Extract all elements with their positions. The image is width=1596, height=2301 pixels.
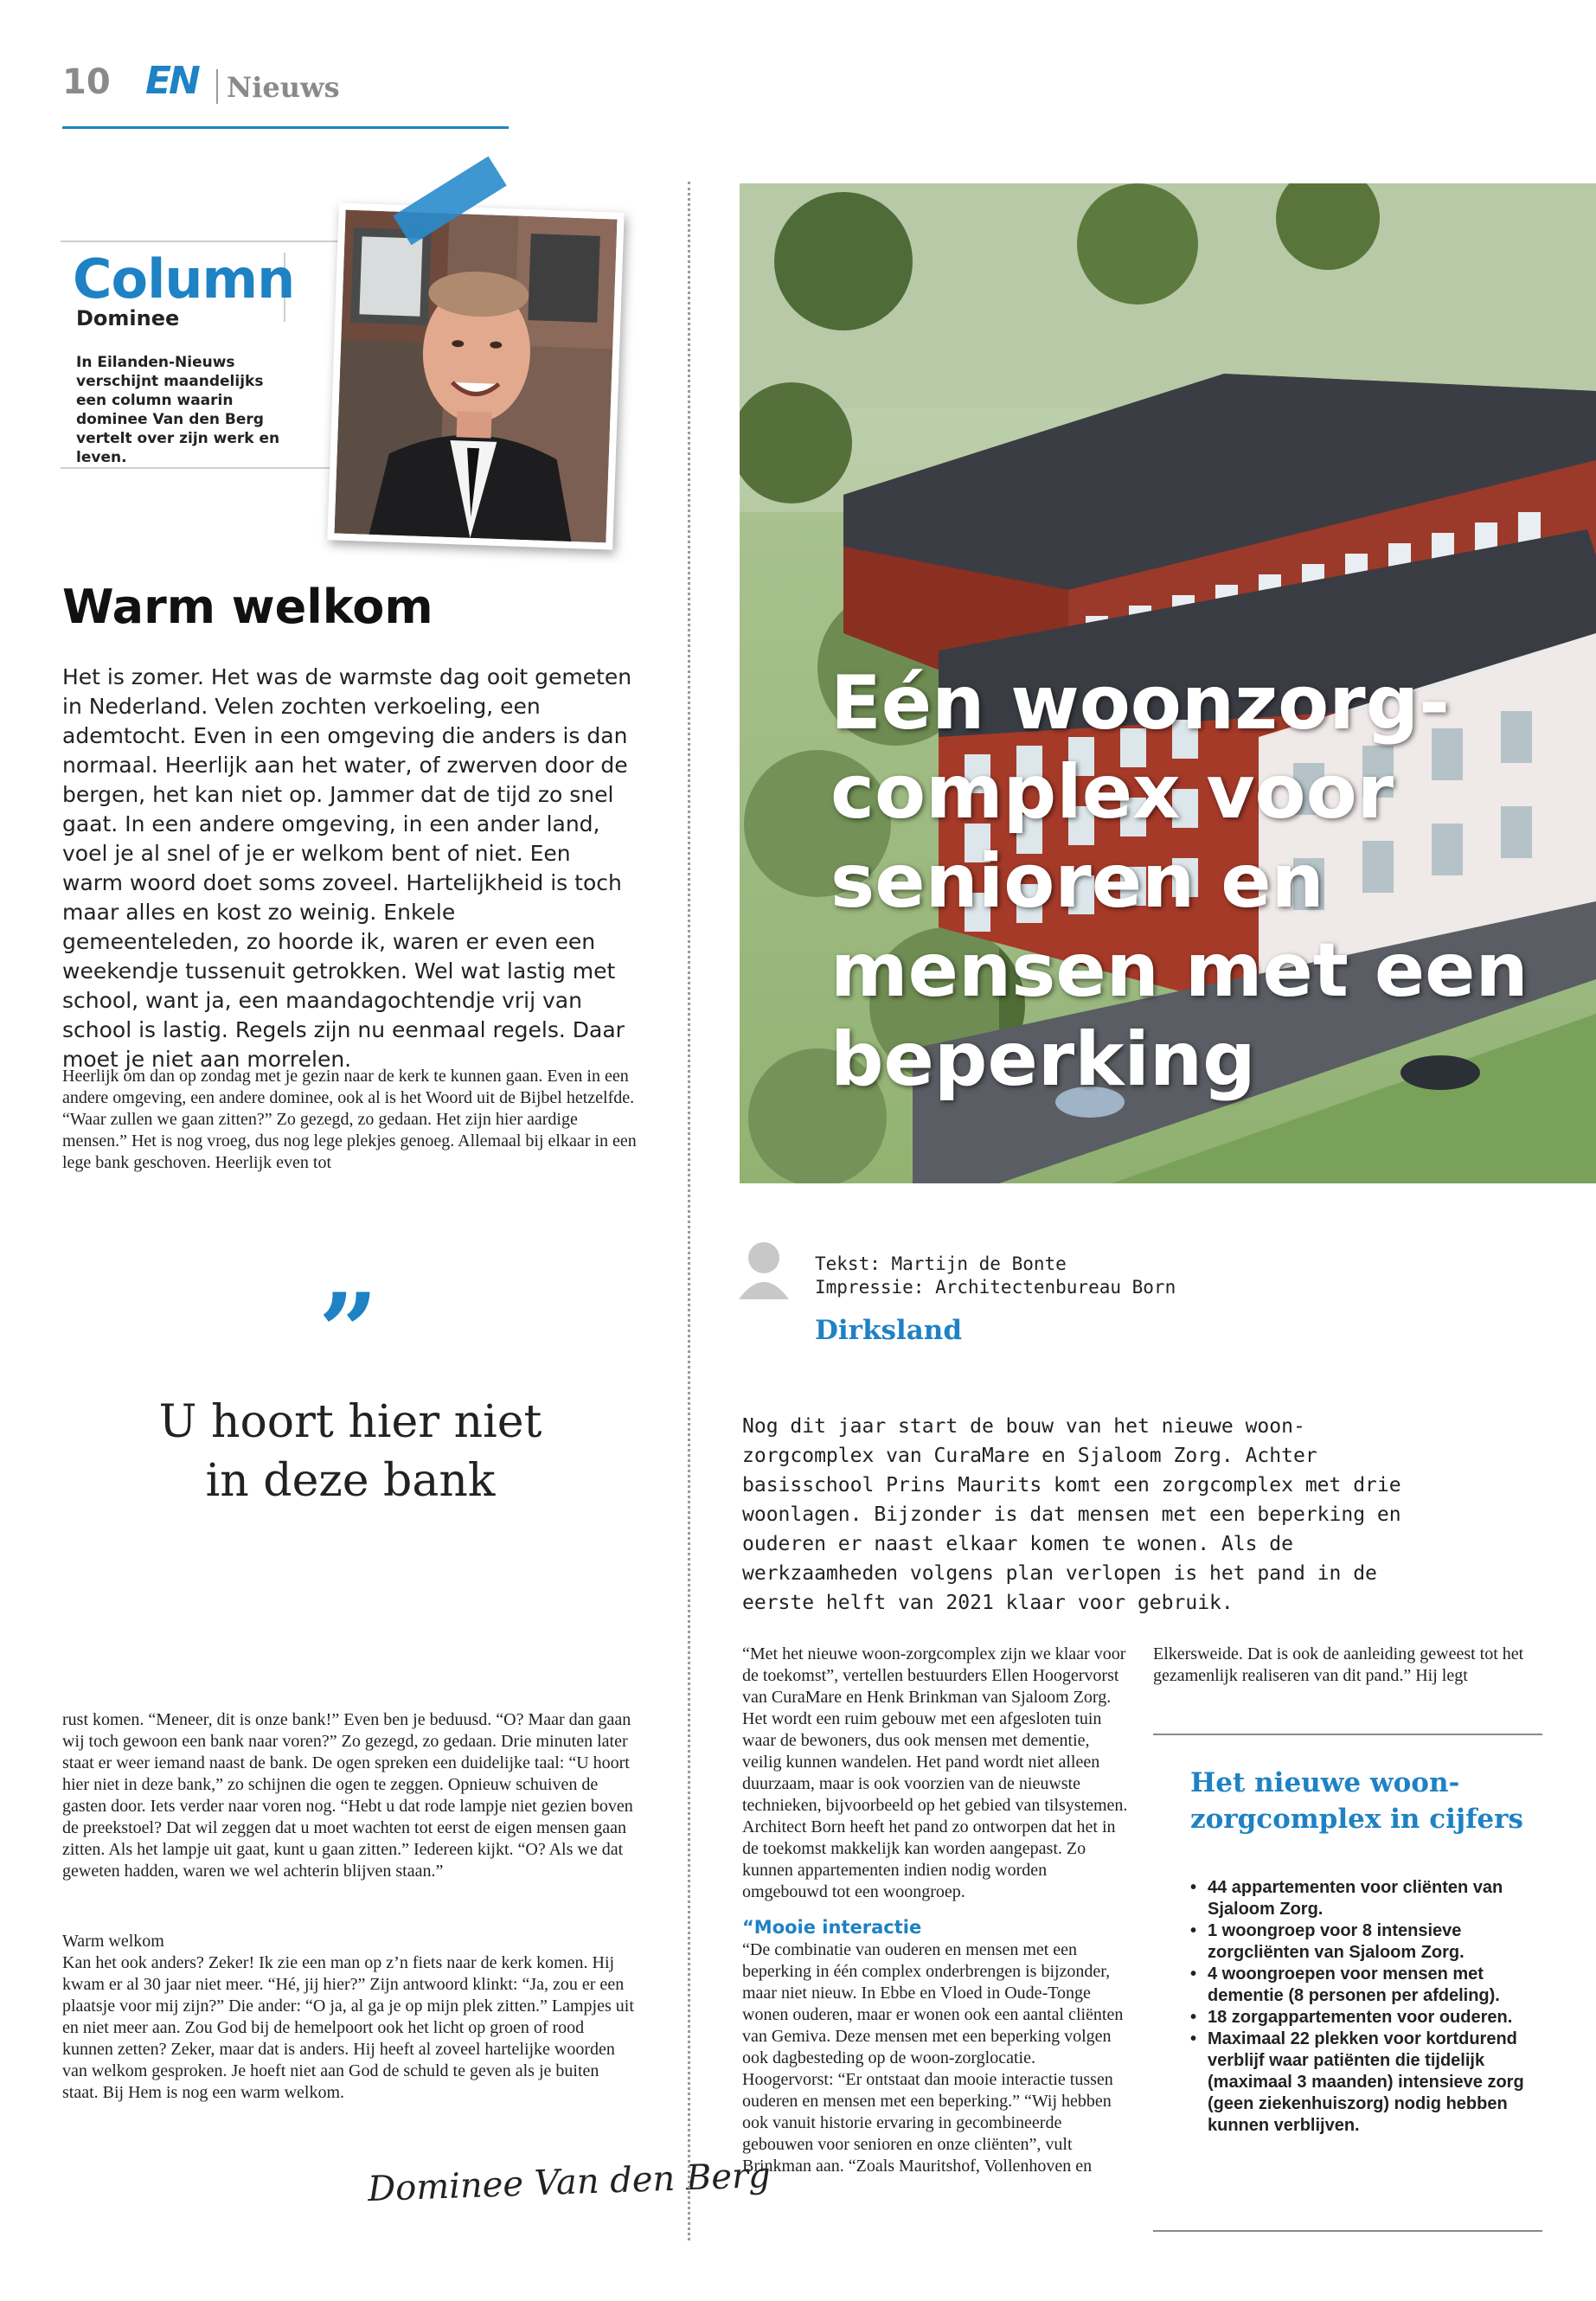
column-box-bottom-rule (61, 467, 346, 469)
page-number: 10 (62, 62, 111, 102)
publication-logo: EN (145, 59, 198, 103)
section-label: Nieuws (227, 71, 340, 104)
byline-text: Tekst: Martijn de Bonte (815, 1253, 1067, 1274)
article-body-1: “Met het nieuwe woon-zorgcomplex zijn we klaar voor de toekomst”, vertellen bestuurders Ellen Hoogervorst van CuraMare en Henk Brinkman van Sjaloom Zorg. Het wordt een ruim gebouw met een afgesloten tuin waar de bewoners, dus ook mensen met dementie, veilig kunnen wandelen. Het pand wordt niet alleen duurzaam, maar is ook voorzien van de nieuwste technieken, bijvoorbeeld op het gebied van tilsystemen. Architect Born heeft het pand zo ontworpen dat het in de toekomst makkelijk kan worden aangepast. Zo kunnen appartementen indien nodig worden omgebouwd tot een woongroep. (742, 1644, 1128, 1901)
column-headline: Warm welkom (62, 580, 433, 634)
column-subtitle: Dominee (76, 306, 180, 330)
column-divider (688, 182, 690, 2240)
factbox-bottom-rule (1153, 2230, 1542, 2232)
article-body-2: “De combinatie van ouderen en mensen met een beperking in één complex onderbrengen is bijzonder, maar niet nieuw. In Ebbe en Vloed in Oude-Tonge wonen ouderen, maar er wonen ook een aantal cliënten van Gemiva. Deze mensen met een beperking volgen ook dagbesteding op de woon-zorglocatie. Hoogervorst: “Er ontstaat dan mooie interactie tussen ouderen en mensen met een beperking.” “Wij hebben ook vanuit historie ervaring in gecombineerde gebouwen voor senioren en onze cliënten”, vult Brinkman aan. “Zoals Mauritshof, Vollenhoven en (742, 1940, 1124, 2176)
column-body-text-3: Kan het ook anders? Zeker! Ik zie een man op z’n fiets naar de kerk komen. Hij kwam er al 30 jaar niet meer. “Hé, jij hier?” Zijn antwoord klinkt: “Ja, zou er een plaatsje voor mij zijn?” Die ander: “O ja, al ga je op mijn plek zitten.” Lampjes uit en niet meer aan. Zou God bij de hemelpoort ook het licht op groen of rood kunnen zetten? Zeker, maar dat is anders. Hij heeft al zoveel hartelijke woorden van welkom gesproken. Je hoeft niet aan God de schuld te geven als je buiten staat. Bij Hem is nog een warm welkom. (62, 1953, 634, 2102)
portrait-image (335, 210, 618, 543)
article-title: Eén woonzorg-complex voor senioren en mensen met een beperking (830, 660, 1529, 1103)
column-body-paragraph-3 (62, 1931, 638, 2104)
factbox-title: Het nieuwe woon-zorgcomplex in cijfers (1190, 1767, 1523, 1835)
column-body-paragraph-1: Heerlijk om dan op zondag met je gezin naar de kerk te kunnen gaan. Even in een andere omgeving, een andere dominee, ook al is het Woord uit de Bijbel hetzelfde. “Waar zullen we gaan zitten?” Zo gezegd, zo gedaan. Het zijn hier aardige mensen.” Het is nog vroeg, dus nog lege plekjes genoeg. Allemaal bij elkaar in een lege bank geschoven. Heerlijk even tot (62, 1067, 637, 1172)
column-body-paragraph-2: rust komen. “Meneer, dit is onze bank!” Even ben je beduusd. “O? Maar dan gaan wij toch gewoon een bank naar voren?” Zo gezegd, zo gedaan. Drie minuten later staat er weer iemand naast de bank. De ogen spreken een duidelijke taal: “U hoort hier niet in deze bank,” zo schijnen die ogen te zeggen. Opnieuw schuiven de gasten door. Iets verder naar voren nog. “Hebt u dat rode lampje niet gezien boven de preekstoel? Dat wil zeggen dat u moet wachten tot eerst de eigen mensen gaan zitten. Als het lampje uit gaat, kunt u gaan zitten.” Iedereen kijkt. “O? Als we dat geweten hadden, waren we wel achterin blijven staan.” (62, 1710, 633, 1881)
byline (815, 1253, 1176, 1299)
author-portrait (327, 202, 624, 549)
factbox-item: • 44 appartementen voor cliënten van Sjaloom Zorg. (1189, 1877, 1535, 1920)
author-avatar-icon (735, 1239, 792, 1299)
article-body-3: Elkersweide. Dat is ook de aanleiding geweest tot het gezamenlijk realiseren van dit pand.” Hij legt (1153, 1644, 1524, 1685)
factbox-item: • 18 zorgappartementen voor ouderen. (1189, 2007, 1535, 2029)
quote-mark-icon: ” (318, 1271, 379, 1393)
article-subhead: “Mooie interactie (742, 1917, 922, 1938)
column-box-top-rule (61, 240, 346, 242)
article-column-middle (742, 1644, 1128, 2177)
column-intro: In Eilanden-Nieuws verschijnt maandelijks een column waarin dominee Van den Berg vertelt over zijn werk en leven. (76, 354, 280, 466)
article-lead: Nog dit jaar start de bouw van het nieuwe woon-zorgcomplex van CuraMare en Sjaloom Zorg. Achter basisschool Prins Maurits komt een zorgcomplex met drie woonlagen. Bijzonder is dat mensen met een beperking en ouderen er naast elkaar komen te wonen. Als de werkzaamheden volgens plan verlopen is het pand in de eerste helft van 2021 klaar voor gebruik. (742, 1415, 1401, 1614)
factbox-item: • Maximaal 22 plekken voor kortdurend verblijf waar patiënten die tijdelijk (maximaal 3 maanden) intensieve zorg (geen ziekenhuiszorg) nodig hebben kunnen verblijven. (1189, 2029, 1535, 2137)
factbox-top-rule (1153, 1734, 1542, 1735)
factbox-list (1189, 1877, 1535, 2137)
byline-image: Impressie: Architectenbureau Born (815, 1277, 1176, 1298)
article-column-right (1153, 1644, 1542, 1687)
column-title: Column (73, 247, 295, 311)
column-body-intro: Het is zomer. Het was de warmste dag ooit gemeten in Nederland. Velen zochten verkoeling, een ademtocht. Even in een omgeving die anders is dan normaal. Heerlijk aan het water, of zwerven door de bergen, het kan niet op. Jammer dat de tijd zo snel gaat. In een andere omgeving, in een ander land, voel je al snel of je er welkom bent of niet. Een warm woord doet soms zoveel. Hartelijkheid is toch maar alles en kost zo weinig. Enkele gemeenteleden, zo hoorde ik, waren er even een weekendje tussenuit getrokken. Wel wat lastig met school, want ja, een maandagochtendje vrij van school is lastig. Regels zijn nu eenmaal regels. Daar moet je niet aan morrelen. (62, 664, 632, 1072)
header-rule (62, 126, 509, 129)
factbox-item: • 1 woongroep voor 8 intensieve zorgcliënten van Sjaloom Zorg. (1189, 1920, 1535, 1964)
column-subheading: Warm welkom (62, 1932, 164, 1951)
signature: Dominee Van den Berg (367, 2155, 772, 2210)
factbox-item: • 4 woongroepen voor mensen met dementie (8 personen per afdeling). (1189, 1964, 1535, 2007)
dateline: Dirksland (815, 1315, 963, 1346)
pull-quote: U hoort hier niet in deze bank (158, 1396, 542, 1507)
header-separator (216, 69, 218, 104)
